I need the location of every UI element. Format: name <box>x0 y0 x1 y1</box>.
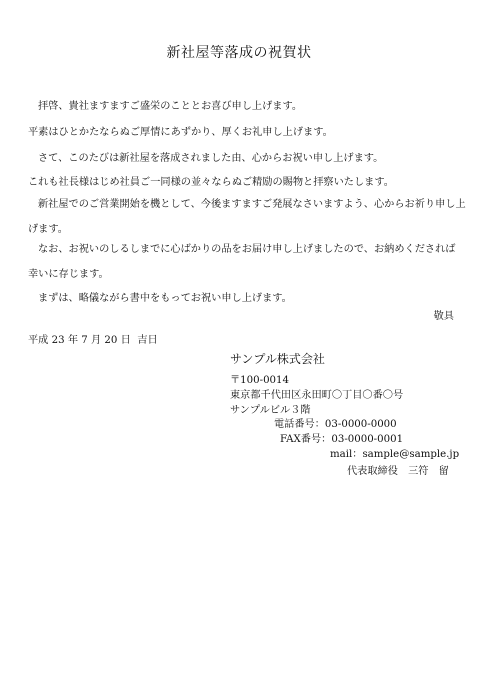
document-title: 新社屋等落成の祝賀状 <box>166 45 312 61</box>
body-line-3: さて、このたびは新社屋を落成されました由、心からお祝い申し上げます。 <box>38 153 384 164</box>
body-line-6: げます。 <box>28 224 68 235</box>
body-line-7: なお、お祝いのしるしまでに心ばかりの品をお届け申し上げましたので、お納めくだされば <box>38 244 456 255</box>
body-line-9: まずは、略儀ながら書中をもってお祝い申し上げます。 <box>38 293 292 304</box>
sender-address-line1: 東京都千代田区永田町〇丁目〇番〇号 <box>230 390 404 401</box>
closing-keigu: 敬具 <box>433 311 454 322</box>
body-line-1: 拝啓、貴社ますますご盛栄のこととお喜び申し上げます。 <box>38 101 303 112</box>
body-line-2: 平素はひとかたならぬご厚情にあずかり、厚くお礼申し上げます。 <box>28 127 333 138</box>
body-line-5: 新社屋でのご営業開始を機として、今後ますますご発展なさいますよう、心からお祈り申し上 <box>38 199 466 210</box>
sender-address-line2: サンプルビル３階 <box>230 405 311 416</box>
body-line-4: これも社長様はじめ社員ご一同様の並々ならぬご精励の賜物と拝察いたします。 <box>28 177 394 188</box>
sender-phone: 電話番号：03-0000-0000 <box>274 419 397 430</box>
sender-representative: 代表取締役 三符 留 <box>347 466 449 477</box>
sender-company: サンプル株式会社 <box>230 352 325 366</box>
body-line-8: 幸いに存じます。 <box>28 269 109 280</box>
sender-fax: FAX番号：03-0000-0001 <box>280 434 404 445</box>
letter-date: 平成 23 年 7 月 20 日 吉日 <box>28 335 158 346</box>
sender-postal: 〒100-0014 <box>230 375 290 386</box>
sender-mail: mail：sample@sample.jp <box>330 449 460 460</box>
